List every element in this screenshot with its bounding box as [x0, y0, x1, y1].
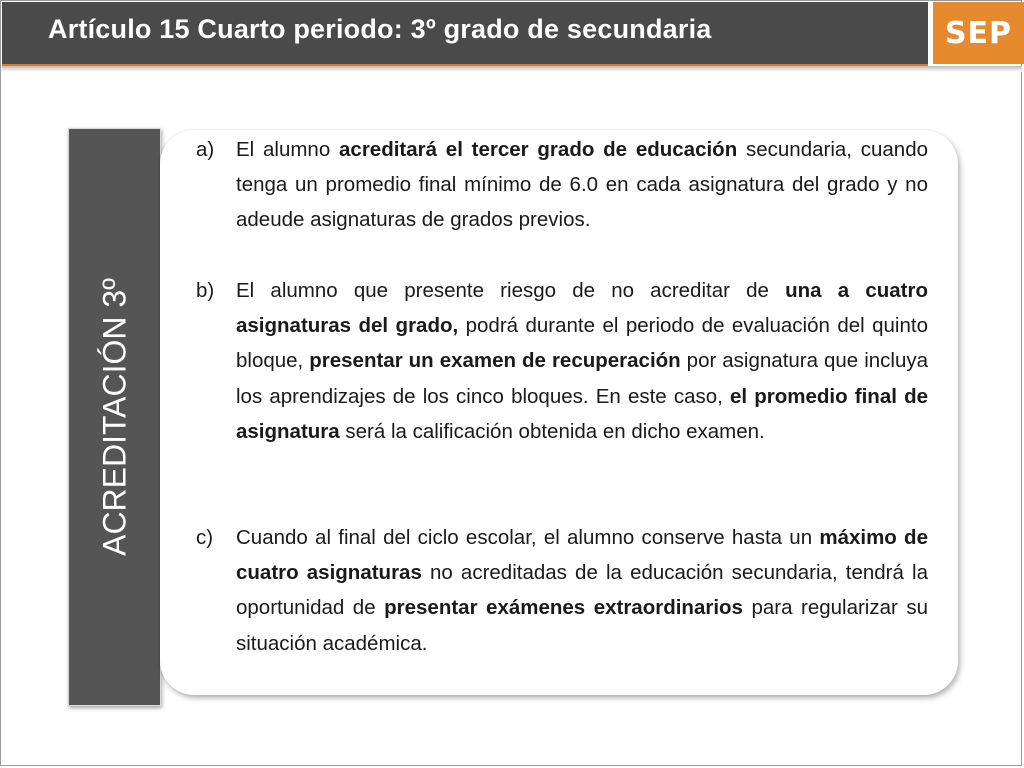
text-segment: podrá durante el periodo de evaluación del quinto bloque,	[236, 314, 928, 373]
bold-text-segment: presentar un examen de recuperación	[309, 349, 681, 373]
header-divider	[2, 66, 1022, 72]
logo-text: SEP	[944, 15, 1013, 51]
list-marker: b)	[196, 279, 215, 302]
list-item-body	[196, 273, 928, 449]
list-item-a	[196, 132, 928, 238]
bold-text-segment: el promedio final de asignatura	[236, 384, 929, 443]
list-item-b	[196, 273, 928, 449]
text-segment: será la calificación obtenida en dicho examen.	[339, 419, 765, 443]
list-item-c	[196, 520, 928, 661]
bold-text-segment: una a cuatro asignaturas del grado,	[236, 279, 928, 338]
text-segment: por asignatura que incluya los aprendizajes de los cinco bloques. En este caso,	[236, 349, 929, 408]
side-label-text: ACREDITACIÓN 3º	[96, 278, 132, 556]
bold-text-segment: acreditará el tercer grado de educación	[339, 138, 738, 161]
text-segment: El alumno que presente riesgo de no acreditar de	[236, 279, 786, 302]
page-title: Artículo 15 Cuarto periodo: 3º grado de secundaria	[48, 14, 712, 44]
text-segment: secundaria, cuando tenga un promedio final mínimo de 6.0 en cada asignatura del grado y no adeude asignaturas de grados previos.	[236, 138, 928, 232]
text-segment: no acreditadas de la educación secundaria, tendrá la oportunidad de	[236, 561, 928, 620]
bold-text-segment: máximo de cuatro asignaturas	[236, 526, 928, 585]
text-segment: Cuando al final del ciclo escolar, el alumno conserve hasta un	[236, 526, 820, 549]
side-label-panel	[68, 128, 161, 706]
list-marker: a)	[196, 138, 215, 161]
bold-text-segment: presentar exámenes extraordinarios	[384, 596, 743, 620]
list-item-body	[196, 132, 928, 238]
list-item-body	[196, 520, 928, 661]
sep-logo	[931, 2, 1024, 64]
text-segment: para regularizar su situación académica.	[236, 596, 928, 655]
header-bar	[2, 2, 928, 66]
list-marker: c)	[196, 526, 214, 549]
text-segment: El alumno	[236, 138, 340, 161]
